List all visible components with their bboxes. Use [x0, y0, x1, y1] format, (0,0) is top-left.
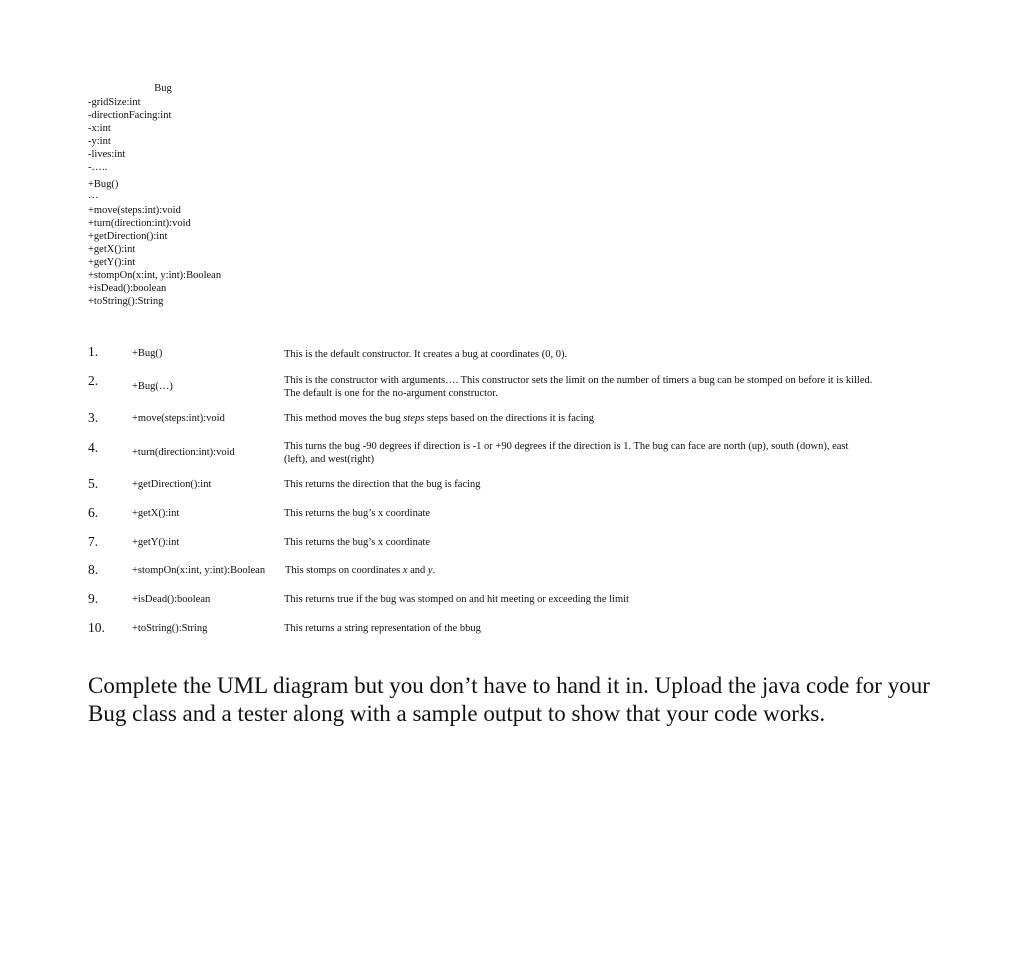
desc-emphasis: x	[402, 565, 408, 576]
method-description: This returns a string representation of the bbug	[284, 623, 481, 634]
uml-method: +toString():String	[88, 296, 164, 307]
uml-method: +getX():int	[88, 244, 136, 255]
method-description: This is the default constructor. It creates a bug at coordinates (0, 0).	[284, 349, 568, 360]
row-number: 9.	[88, 591, 99, 606]
uml-method: +isDead():boolean	[88, 283, 167, 294]
method-signature: +getX():int	[132, 508, 180, 519]
method-description: This returns the bug’s x coordinate	[284, 508, 431, 519]
method-signature: +turn(direction:int):void	[132, 447, 235, 458]
row-number: 10.	[88, 620, 105, 635]
uml-constructors	[88, 178, 258, 204]
uml-field: -x:int	[88, 123, 111, 134]
desc-text: steps based on the directions it is facing	[424, 413, 594, 424]
method-signature: +stompOn(x:int, y:int):Boolean	[132, 565, 266, 576]
uml-methods	[88, 204, 258, 308]
method-description: This returns the bug’s x coordinate	[284, 537, 431, 548]
method-signature: +move(steps:int):void	[132, 413, 225, 424]
method-description: This turns the bug -90 degrees if direction is -1 or +90 degrees if the direction is 1. The bug can face are north (up), south (down), east (left), and west(right)	[284, 441, 849, 465]
desc-emphasis: y	[427, 565, 433, 576]
method-description	[284, 412, 874, 425]
desc-emphasis: steps	[403, 413, 425, 424]
uml-constructor: +Bug()	[88, 179, 119, 190]
uml-method: +turn(direction:int):void	[88, 218, 191, 229]
row-number: 4.	[88, 440, 99, 455]
uml-fields	[88, 96, 258, 174]
uml-method: +getY():int	[88, 257, 136, 268]
row-number: 6.	[88, 505, 99, 520]
method-description: This returns the direction that the bug is facing	[284, 479, 481, 490]
desc-text: This stomps on coordinates	[285, 565, 403, 576]
method-signature: +getDirection():int	[132, 479, 212, 490]
uml-field: -…..	[88, 162, 108, 173]
row-number: 5.	[88, 476, 99, 491]
uml-field: -lives:int	[88, 149, 126, 160]
uml-method: +move(steps:int):void	[88, 205, 181, 216]
row-number: 8.	[88, 562, 99, 577]
row-number: 7.	[88, 534, 99, 549]
uml-constructor-ellipsis: …	[88, 190, 99, 201]
uml-method: +getDirection():int	[88, 231, 168, 242]
uml-field: -directionFacing:int	[88, 110, 172, 121]
uml-method: +stompOn(x:int, y:int):Boolean	[88, 270, 222, 281]
method-signature: +Bug(…)	[132, 381, 173, 392]
assignment-instructions: Complete the UML diagram but you don’t have to hand it in. Upload the java code for your Bug class and a tester along with a sample output to show that your code works.	[88, 673, 930, 726]
row-number: 1.	[88, 344, 99, 359]
method-signature: +toString():String	[132, 623, 208, 634]
uml-field: -y:int	[88, 136, 111, 147]
uml-class-diagram	[88, 82, 258, 308]
uml-field: -gridSize:int	[88, 97, 141, 108]
method-description: This returns true if the bug was stomped on and hit meeting or exceeding the limit	[284, 594, 629, 605]
desc-text: .	[432, 565, 436, 576]
method-signature: +getY():int	[132, 537, 180, 548]
row-number: 3.	[88, 410, 99, 425]
method-signature: +isDead():boolean	[132, 594, 211, 605]
uml-class-name: Bug	[154, 83, 172, 94]
row-number: 2.	[88, 373, 99, 388]
method-description: This is the constructor with arguments…. This constructor sets the limit on the number of timers a bug can be stomped on before it is killed. The default is one for the no-argument constructor.	[284, 375, 873, 399]
method-description	[285, 564, 875, 577]
desc-text: This method moves the bug	[284, 413, 404, 424]
method-signature: +Bug()	[132, 348, 163, 359]
desc-text: and	[407, 565, 428, 576]
